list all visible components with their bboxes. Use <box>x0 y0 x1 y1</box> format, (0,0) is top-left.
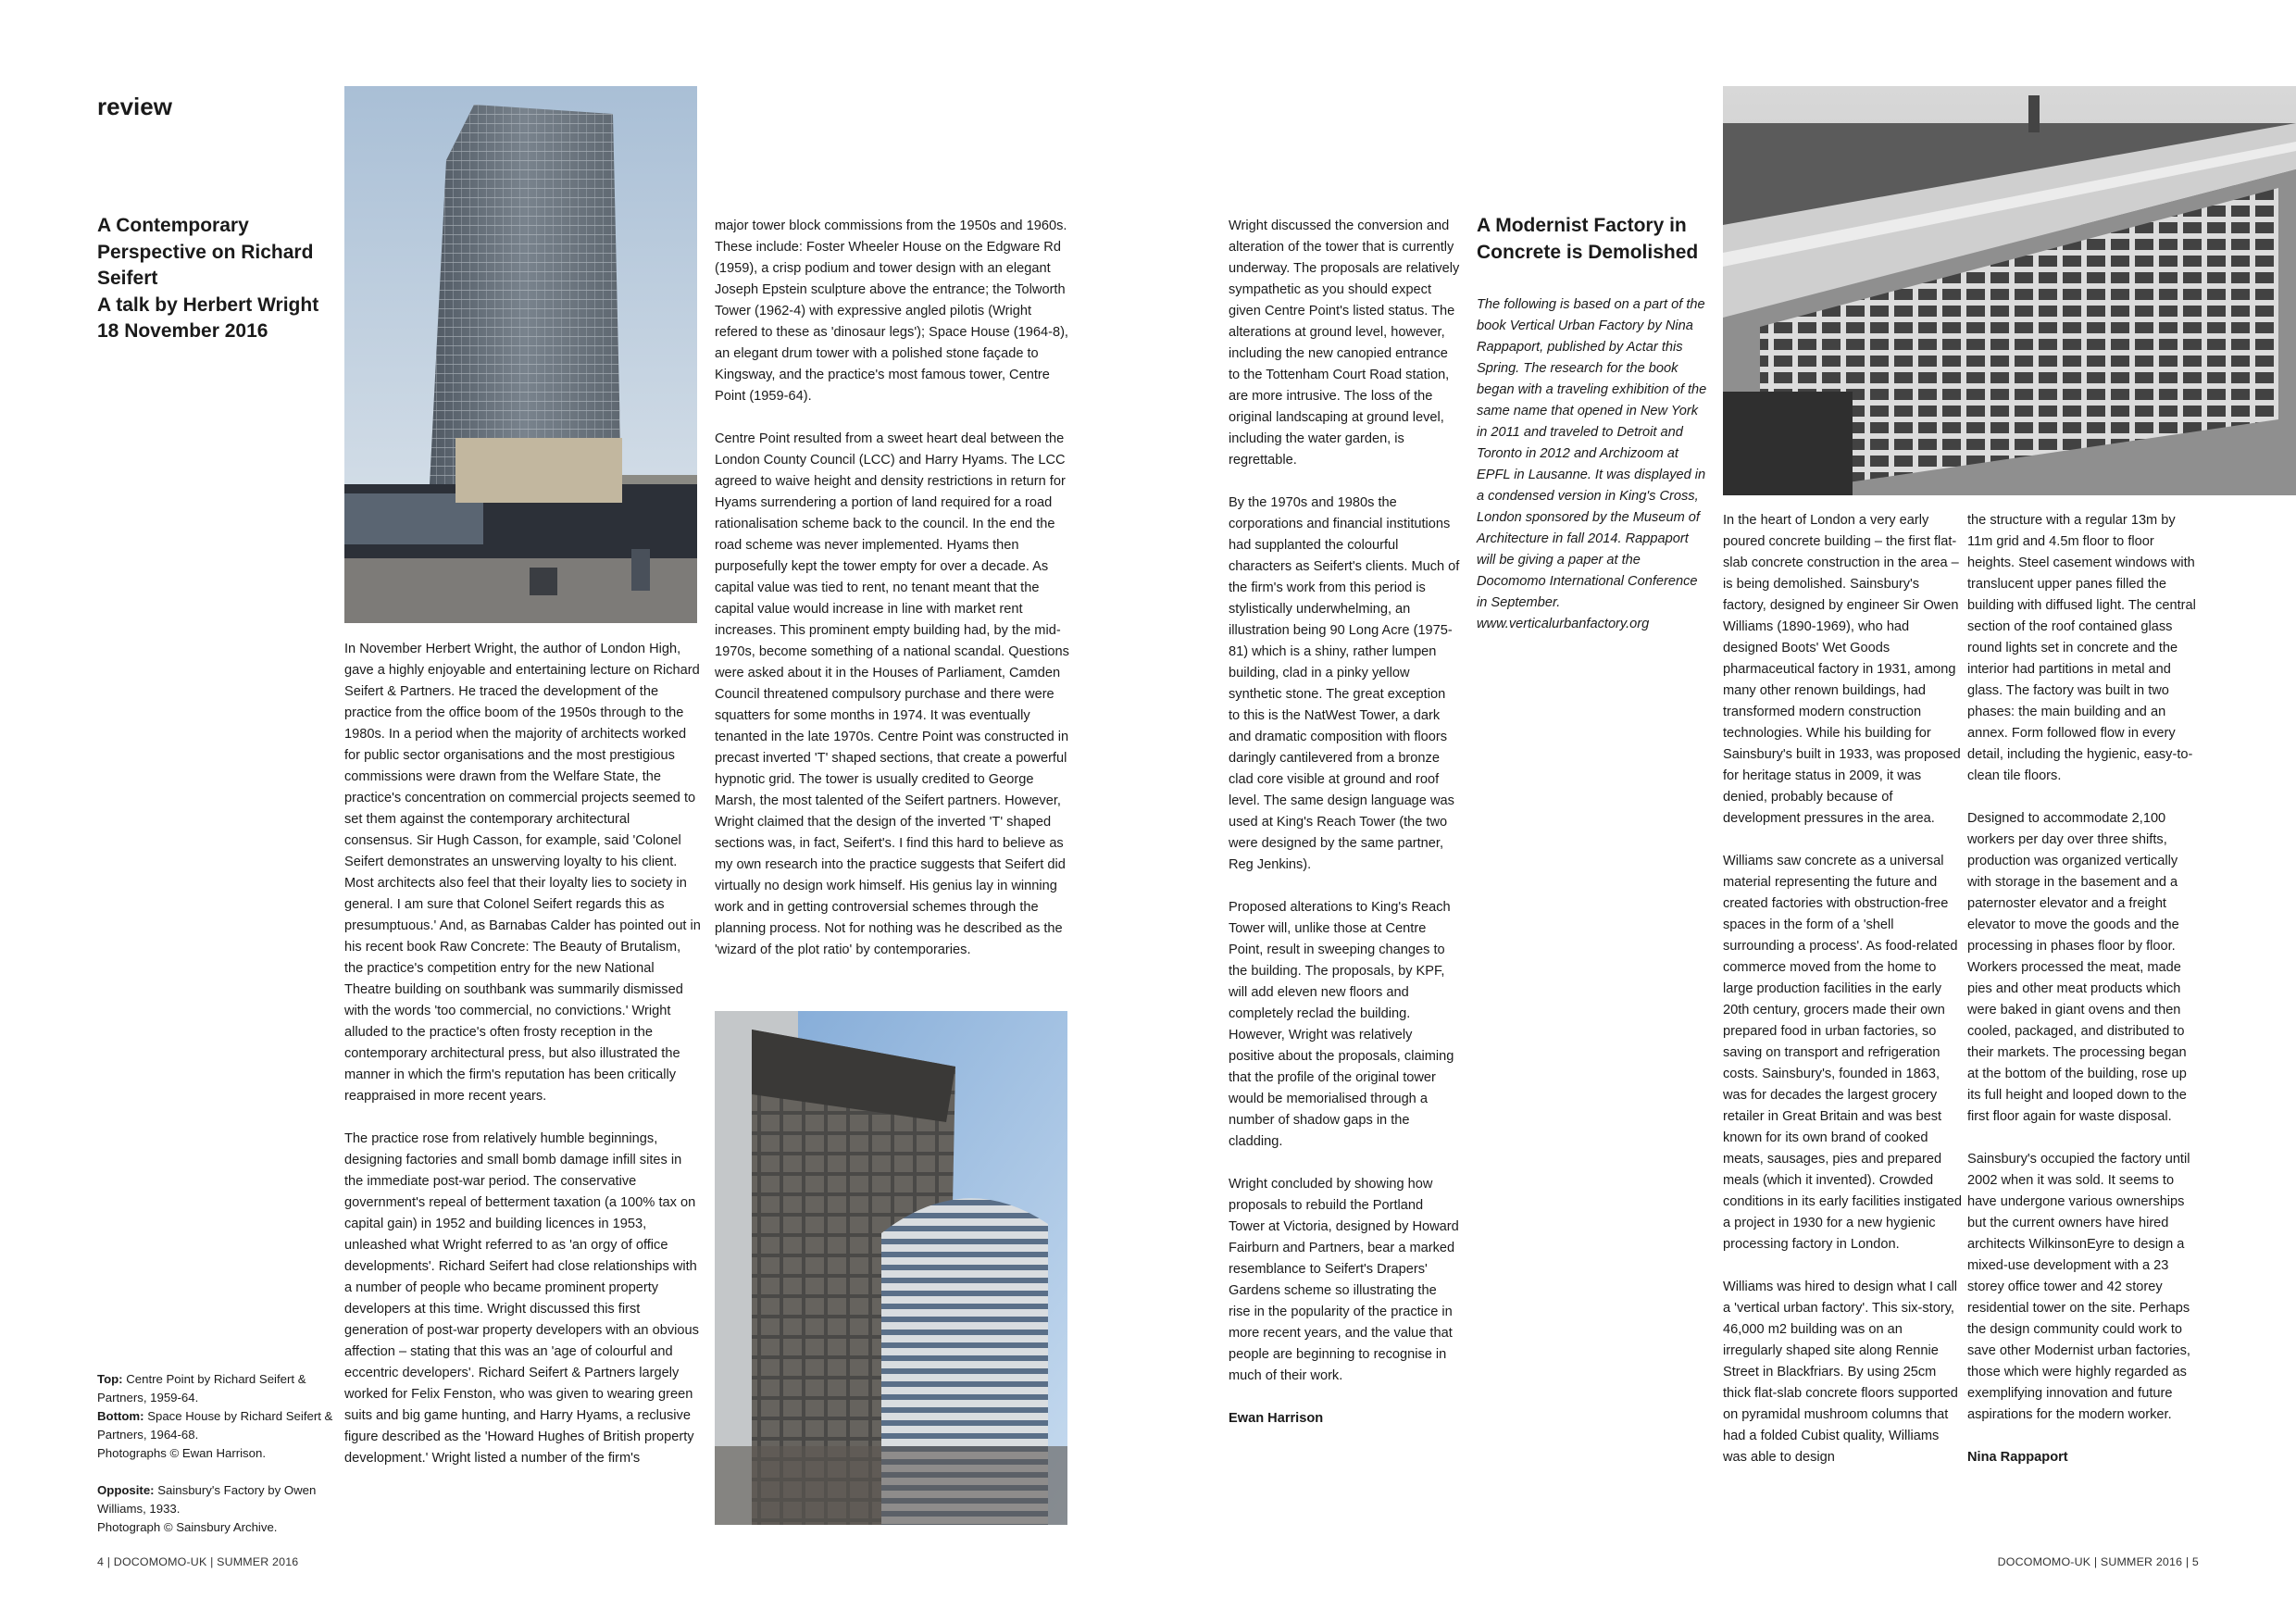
title-line: Seifert <box>97 268 158 290</box>
article1-column-2 <box>715 216 1071 982</box>
caption-credit: Photograph © Sainsbury Archive. <box>97 1520 278 1534</box>
article-title <box>97 213 329 345</box>
caption-credit: Photographs © Ewan Harrison. <box>97 1446 266 1460</box>
paragraph: By the 1970s and 1980s the corporations and financial institutions had supplanted the colourful characters as Seifert's clients. Much of the firm's work from this period is stylistically underwhelming, an illustration being 90 Long Acre (1975-81) which is a shiny, rather lumpen building, clad in a pinky yellow synthetic stone. The great exception to this is the NatWest Tower, a dark and dramatic composition with floors daringly cantilevered from a bronze clad core visible at ground and roof level. The same design language was used at King's Reach Tower (the two were designed by the same partner, Reg Jenkins). <box>1229 495 1460 872</box>
paragraph: Sainsbury's occupied the factory until 2002 when it was sold. It seems to have undergone various ownerships but the current owners have hired architects WilkinsonEyre to design a mixed-use development with a 23 storey office tower and 42 storey residential tower on the site. Perhaps the design community could work to save other Modernist urban factories, those which were highly regarded as exemplifying innovation and future aspirations for the modern worker. <box>1967 1152 2190 1422</box>
paragraph: Proposed alterations to King's Reach Tower will, unlike those at Centre Point, result in sweeping changes to the building. The proposals, by KPF, will add eleven new floors and completely reclad the building. However, Wright was relatively positive about the proposals, claiming that the profile of the original tower would be memorialised through a number of shadow gaps in the cladding. <box>1229 900 1454 1149</box>
article2-title <box>1477 213 1708 266</box>
article2-column-1 <box>1723 510 1964 1490</box>
caption-opposite <box>97 1481 338 1537</box>
space-house-photo <box>715 1011 1067 1525</box>
footer-left: 4 | DOCOMOMO-UK | SUMMER 2016 <box>97 1555 299 1568</box>
paragraph: Williams saw concrete as a universal material representing the future and created factories with obstruction-free spaces in the form of a 'shell surrounding a process'. As food-related commerce moved from the home to large production facilities in the early 20th century, grocers made their own prepared food in urban factories, so saving on transport and refrigeration costs. Sainsbury's, founded in 1863, was for decades the largest grocery retailer in Great Britain and was best known for its own brand of cooked meats, sausages, pies and prepared meals (which it invented). Crowded conditions in its early facilities instigated a project in 1930 for a new hygienic processing factory in London. <box>1723 854 1962 1252</box>
title-line: A Contemporary <box>97 215 249 236</box>
title-line: Concrete is Demolished <box>1477 241 1699 263</box>
caption-label: Bottom: <box>97 1409 144 1423</box>
paragraph: In November Herbert Wright, the author of London High, gave a highly enjoyable and entertaining lecture on Richard Seifert & Partners. He traced the development of the practice from the office boom of the 1950s through to the 1980s. In a period when the majority of architects worked for public sector organisations and the most prestigious commissions were drawn from the Welfare State, the practice's concentration on commercial projects seemed to set them against the contemporary architectural consensus. Sir Hugh Casson, for example, said 'Colonel Seifert demonstrates an unswerving loyalty to his client. Most architects also feel that their loyalty lies to society in general. I am sure that Colonel Seifert regards this as presumptuous.' And, as Barnabas Calder has pointed out in his recent book Raw Concrete: The Beauty of Brutalism, the practice's competition entry for the new National Theatre building on southbank was summarily dismissed with the words 'too commercial, no convictions.' Wright alluded to the practice's often frosty reception in the contemporary architectural press, but also illustrated the manner in which the firm's reputation has been critically reappraised in more recent years. <box>344 642 701 1104</box>
centre-point-photo <box>344 86 697 623</box>
caption-text: Centre Point by Richard Seifert & Partners, 1959-64. <box>97 1372 306 1405</box>
paragraph: Wright discussed the conversion and alteration of the tower that is currently underway. The proposals are relatively sympathetic as you should expect given Centre Point's listed status. The alterations at ground level, however, including the new canopied entrance to the Tottenham Court Road station, are more intrusive. The loss of the original landscaping at ground level, including the water garden, is regrettable. <box>1229 218 1460 468</box>
title-line: Perspective on Richard <box>97 241 314 263</box>
caption-label: Top: <box>97 1372 123 1386</box>
paragraph: Designed to accommodate 2,100 workers per day over three shifts, production was organized vertically with storage in the basement and a paternoster elevator and a freight elevator to move the goods and the processing in phases floor by floor. Workers processed the meat, made pies and other meat products which were baked in giant ovens and then cooled, packaged, and distributed to their markets. The processing began at the bottom of the building, rose up its full height and looped down to the first floor again for waste disposal. <box>1967 811 2187 1124</box>
intro-paragraph: The following is based on a part of the book Vertical Urban Factory by Nina Rappaport, published by Actar this Spring. The research for the book began with a traveling exhibition of the same name that opened in New York in 2011 and traveled to Detroit and Toronto in 2012 and Archizoom at EPFL in Lausanne. It was displayed in a condensed version in King's Cross, London sponsored by the Museum of Architecture in fall 2014. Rappaport will be giving a paper at the Docomomo International Conference in September. www.verticalurbanfactory.org <box>1477 297 1707 631</box>
paragraph: the structure with a regular 13m by 11m grid and 4.5m floor to floor heights. Steel casement windows with translucent upper panes filled the building with diffused light. The central section of the roof contained glass round lights set in concrete and the interior had partitions in metal and glass. The factory was built in two phases: the main building and an annex. Form followed flow in every detail, including the hygienic, easy-to-clean tile floors. <box>1967 513 2196 783</box>
caption-top <box>97 1370 338 1463</box>
paragraph: Centre Point resulted from a sweet heart deal between the London County Council (LCC) and Harry Hyams. The LCC agreed to waive height and density restrictions in return for Hyams surrendering a portion of land required for a road rationalisation scheme back to the council. In the end the road scheme was never implemented. Hyams then purposefully kept the tower empty for over a decade. As capital value was tied to rent, no tenant meant that the capital value would increase in line with market rent increases. This prominent empty building had, by the mid-1970s, become something of a national scandal. Questions were asked about it in the Houses of Parliament, Camden Council threatened compulsory purchase and there were squatters for some months in 1974. It was eventually tenanted in the late 1970s. Centre Point was constructed in precast inverted 'T' shaped sections, that create a powerful hypnotic grid. The tower is usually credited to George Marsh, the most talented of the Seifert partners. However, Wright claimed that the design of the inverted 'T' shaped sections was, in fact, Seifert's. I find this hard to believe as my own research into the practice suggests that Seifert did virtually no design work himself. His genius lay in winning work and in getting controversial schemes through the planning process. Not for nothing was he described as the 'wizard of the plot ratio' by contemporaries. <box>715 431 1069 957</box>
caption-label: Opposite: <box>97 1483 155 1497</box>
section-label: review <box>97 93 172 120</box>
article2-signature: Nina Rappaport <box>1967 1450 2068 1465</box>
article1-column-1 <box>344 639 701 1491</box>
paragraph: The practice rose from relatively humble beginnings, designing factories and small bomb damage infill sites in the immediate post-war period. The conservative government's repeal of betterment taxation (a 100% tax on capital gain) in 1952 and building licences in 1953, unleashed what Wright referred to as 'an orgy of office developments'. Richard Seifert had close relationships with a number of people who became prominent property developers at this time. Wright discussed this first generation of post-war property developers with an obvious affection – stating that this was an 'age of colourful and eccentric developers'. Richard Seifert & Partners largely worked for Felix Fenston, who was given to wearing green suits and big game hunting, and Harry Hyams, a reclusive figure described as the 'Howard Hughes of British property development.' Wright listed a number of the firm's <box>344 1131 699 1466</box>
title-line: 18 November 2016 <box>97 320 268 343</box>
article2-column-2 <box>1967 510 2201 1490</box>
caption-text: Sainsbury's Factory by Owen Williams, 1933. <box>97 1483 317 1516</box>
paragraph: major tower block commissions from the 1950s and 1960s. These include: Foster Wheeler House on the Edgware Rd (1959), a crisp podium and tower design with an elegant Joseph Epstein sculpture above the entrance; the Tolworth Tower (1962-4) with expressive angled pilotis (Wright refered to these as 'dinosaur legs'); Space House (1964-8), an elegant drum tower with a polished stone façade to Kingsway, and the practice's most famous tower, Centre Point (1959-64). <box>715 218 1068 404</box>
paragraph: Wright concluded by showing how proposals to rebuild the Portland Tower at Victoria, designed by Howard Fairburn and Partners, bear a marked resemblance to Seifert's Drapers' Gardens scheme so illustrating the rise in the popularity of the practice in more recent years, and the value that people are beginning to recognise in much of their work. <box>1229 1177 1459 1383</box>
title-line: A Modernist Factory in <box>1477 215 1687 236</box>
paragraph: In the heart of London a very early poured concrete building – the first flat-slab concrete construction in the area – is being demolished. Sainsbury's factory, designed by engineer Sir Owen Williams (1890-1969), who had designed Boots' Wet Goods pharmaceutical factory in 1931, among many other renown buildings, had transformed modern construction technologies. While his building for Sainsbury's built in 1933, was proposed for heritage status in 2009, it was denied, probably because of development pressures in the area. <box>1723 513 1961 826</box>
photo-captions <box>97 1370 338 1555</box>
article2-intro <box>1477 294 1708 656</box>
footer-right: DOCOMOMO-UK | SUMMER 2016 | 5 <box>1997 1555 2199 1568</box>
article1-signature: Ewan Harrison <box>1229 1411 1324 1426</box>
caption-text: Space House by Richard Seifert & Partners, 1964-68. <box>97 1409 333 1442</box>
title-line: A talk by Herbert Wright <box>97 293 319 316</box>
article1-column-3 <box>1229 216 1460 1451</box>
paragraph: Williams was hired to design what I call a 'vertical urban factory'. This six-story, 46,000 m2 building was on an irregularly shaped site along Rennie Street in Blackfriars. By using 25cm thick flat-slab concrete floors supported on pyramidal mushroom columns that had a folded Cubist quality, Williams was able to design <box>1723 1280 1958 1465</box>
sainsbury-factory-photo <box>1723 86 2296 495</box>
